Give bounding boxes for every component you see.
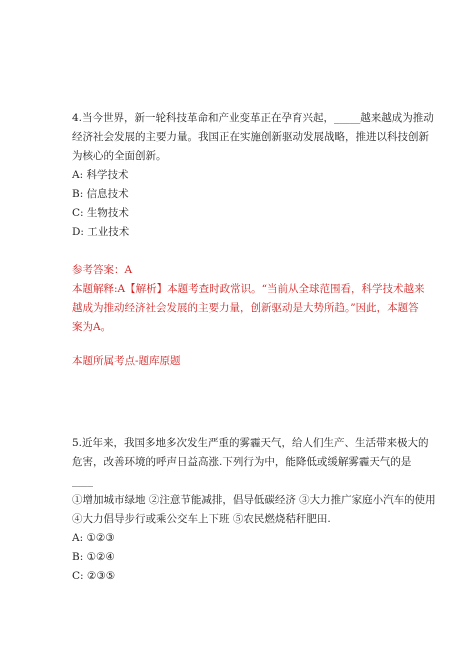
q4-stem-line-3: 为核心的全面创新。	[72, 150, 167, 162]
q5-option-c: C: ②③⑤	[72, 570, 116, 582]
q5-stem-line-3: ____	[72, 475, 93, 487]
q4-option-d: D: 工业技术	[72, 226, 130, 238]
q5-stem-line-2: 危害，改善环境的呼声日益高涨.下列行为中，能降低或缓解雾霾天气的是	[72, 456, 412, 468]
q5-stem-line-1: 5.近年来，我国多地多次发生严重的雾霾天气，给人们生产、生活带来极大的	[72, 437, 429, 449]
q5-items-line-2: ④大力倡导步行或乘公交车上下班 ⑤农民燃烧秸秆肥田.	[72, 513, 331, 525]
q4-source: 本题所属考点-题库原题	[72, 355, 181, 367]
q5-option-b: B: ①②④	[72, 551, 115, 563]
q5-items-line-1: ①增加城市绿地 ②注意节能减排，倡导低碳经济 ③大力推广家庭小汽车的使用	[72, 494, 436, 506]
q4-explanation-line-1: 本题解释:A【解析】本题考查时政常识。“当前从全球范围看，科学技术越来	[72, 283, 425, 295]
q4-option-c: C: 生物技术	[72, 207, 129, 219]
q4-explanation-line-2: 越成为推动经济社会发展的主要力量，创新驱动是大势所趋。”因此，本题答	[72, 302, 419, 314]
q4-option-b: B: 信息技术	[72, 188, 129, 200]
q5-option-a: A: ①②③	[72, 532, 115, 544]
q4-stem-line-2: 经济社会发展的主要力量。我国正在实施创新驱动发展战略，推进以科技创新	[72, 131, 429, 143]
q4-answer: 参考答案：A	[72, 264, 133, 276]
q4-stem-line-1: 4.当今世界，新一轮科技革命和产业变革正在孕育兴起，_____越来越成为推动	[72, 112, 434, 124]
q4-option-a: A: 科学技术	[72, 169, 129, 181]
q4-explanation-line-3: 案为A。	[72, 321, 112, 333]
